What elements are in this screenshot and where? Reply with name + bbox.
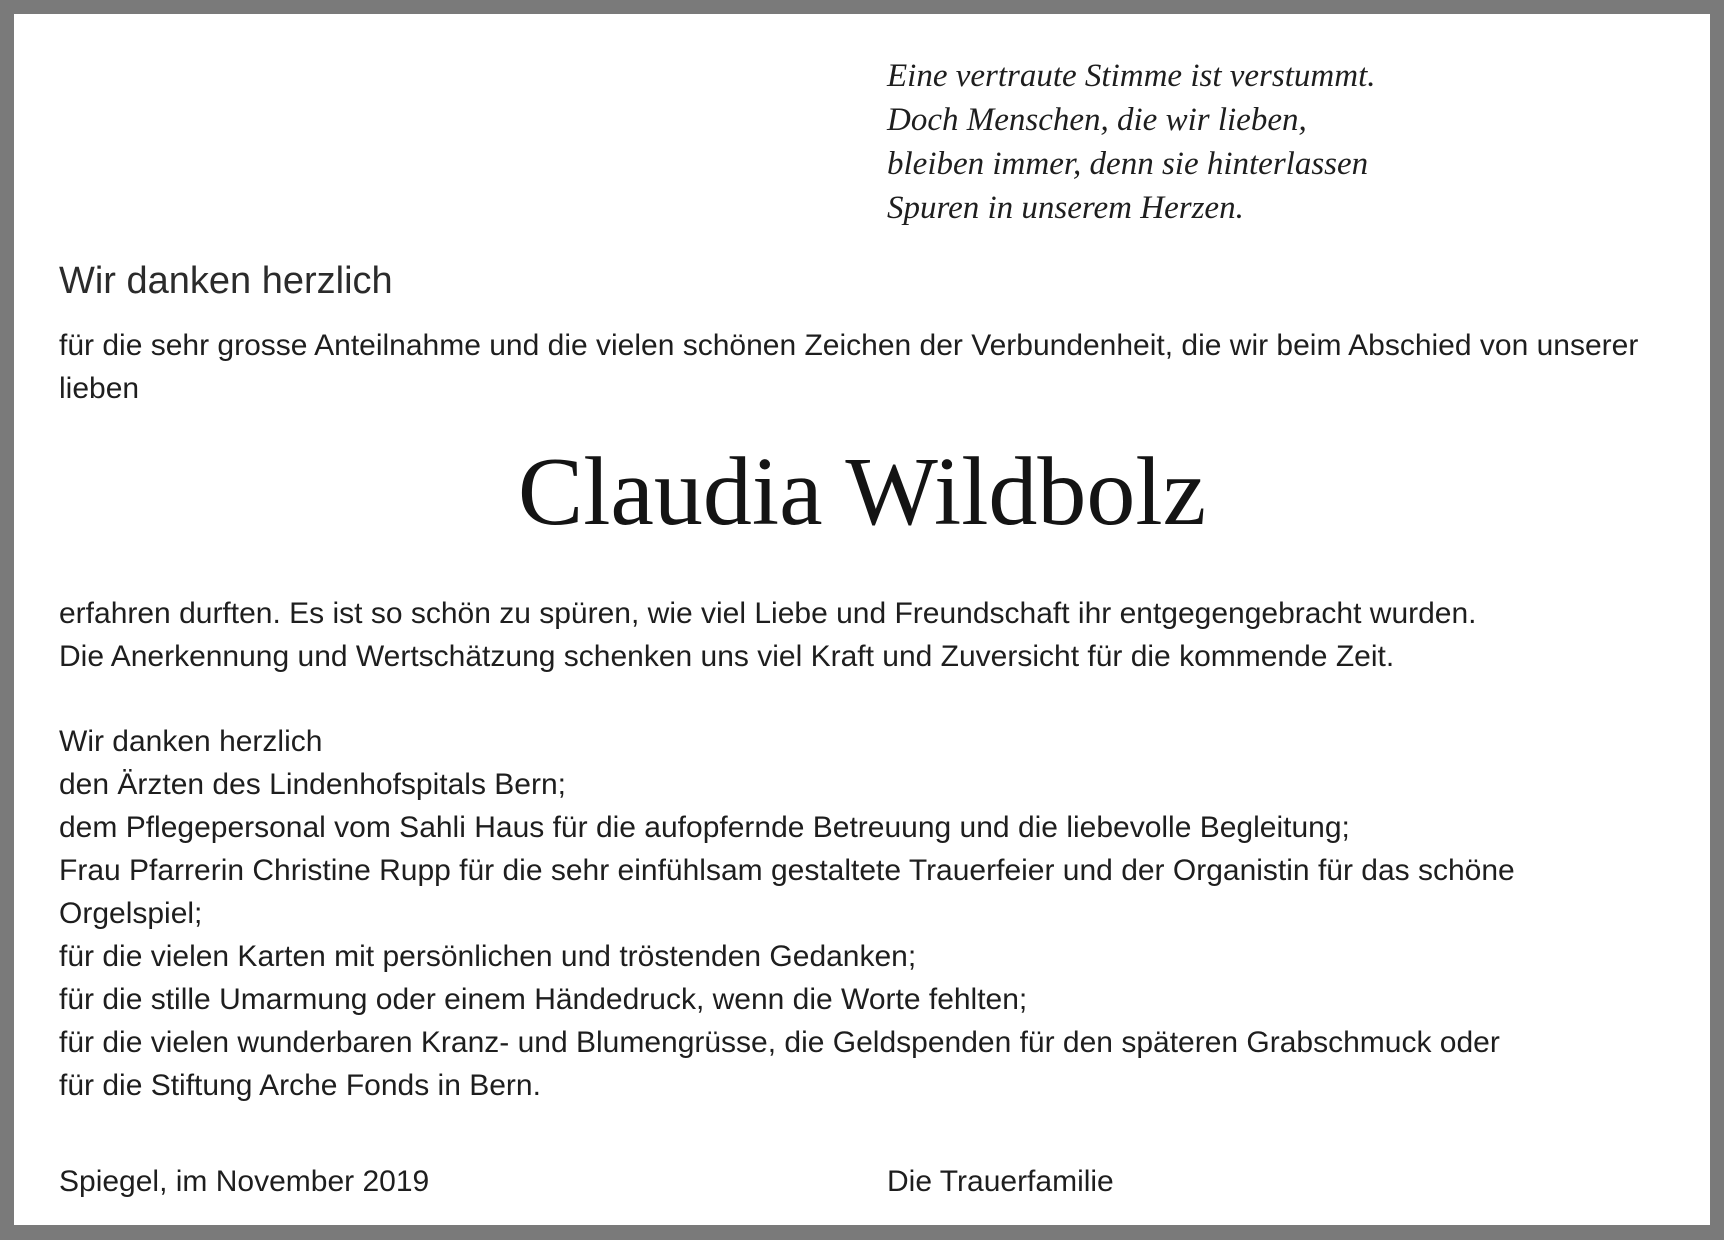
after-line: erfahren durften. Es ist so schön zu spüren, wie viel Liebe und Freundschaft ihr entgegengebracht wurden. — [59, 597, 1477, 630]
poem-line: bleiben immer, denn sie hinterlassen — [887, 146, 1369, 182]
thanks-list-line: für die vielen Karten mit persönlichen und tröstenden Gedanken; — [59, 940, 917, 973]
thanks-list-line: dem Pflegepersonal vom Sahli Haus für die aufopfernde Betreuung und die liebevolle Begleitung; — [59, 811, 1350, 844]
poem-line: Doch Menschen, die wir lieben, — [887, 102, 1307, 138]
after-paragraph — [59, 592, 1679, 678]
thanks-list-line: für die Stiftung Arche Fonds in Bern. — [59, 1069, 541, 1102]
poem — [887, 54, 1376, 230]
intro-paragraph: für die sehr grosse Anteilnahme und die vielen schönen Zeichen der Verbundenheit, die wir beim Abschied von unserer lieben — [59, 329, 1639, 405]
obituary-page — [14, 14, 1710, 1225]
thanks-list-line: Frau Pfarrerin Christine Rupp für die sehr einfühlsam gestaltete Trauerfeier und der Organistin für das schöne — [59, 854, 1515, 887]
thanks-heading: Wir danken herzlich — [59, 260, 393, 302]
place-date: Spiegel, im November 2019 — [59, 1165, 430, 1198]
thanks-list-line: Orgelspiel; — [59, 897, 203, 930]
deceased-name: Claudia Wildbolz — [517, 438, 1207, 546]
thanks-list-line: für die stille Umarmung oder einem Händedruck, wenn die Worte fehlten; — [59, 983, 1028, 1016]
signature: Die Trauerfamilie — [887, 1165, 1114, 1198]
thanks-list-line: den Ärzten des Lindenhofspitals Bern; — [59, 768, 566, 801]
thanks-list-line: für die vielen wunderbaren Kranz- und Blumengrüsse, die Geldspenden für den späteren Grabschmuck oder — [59, 1026, 1500, 1059]
thanks-list-line: Wir danken herzlich — [59, 725, 323, 758]
poem-line: Eine vertraute Stimme ist verstummt. — [887, 58, 1376, 94]
thanks-list — [59, 720, 1699, 1107]
after-line: Die Anerkennung und Wertschätzung schenken uns viel Kraft und Zuversicht für die kommende Zeit. — [59, 640, 1395, 673]
poem-line: Spuren in unserem Herzen. — [887, 190, 1244, 226]
